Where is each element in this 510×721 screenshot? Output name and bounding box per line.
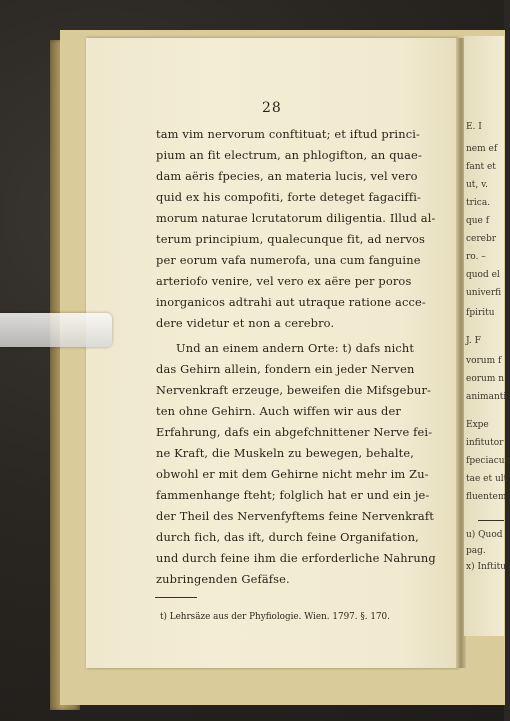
text-line: morum naturae lcrutatorum diligentia. Illud al- xyxy=(156,211,436,225)
next-page-line: fpiritu xyxy=(466,308,495,318)
next-page-line: cerebr xyxy=(466,234,497,244)
next-page-line: nem ef xyxy=(466,144,498,154)
text-line: ten ohne Gehirn. Auch wiffen wir aus der xyxy=(156,404,401,418)
text-line: und durch feine ihm die erforderliche Nahrung xyxy=(156,551,436,565)
text-line: der Theil des Nervenfyftems feine Nervenkraft xyxy=(156,509,434,523)
next-page-line: u) Quod xyxy=(466,530,503,540)
text-line: Und an einem andern Orte: t) dafs nicht xyxy=(176,341,415,355)
next-page-line: tae et ult xyxy=(466,474,508,484)
text-line: pium an fit electrum, an phlogifton, an quae- xyxy=(156,148,422,162)
text-line: Erfahrung, dafs ein abgefchnittener Nerve fei- xyxy=(156,425,433,439)
text-line: arteriofo venire, vel vero ex aëre per poros xyxy=(156,274,412,288)
text-line: Nervenkraft erzeuge, beweifen die Mifsgebur- xyxy=(156,383,432,397)
text-line: dam aëris fpecies, an materia lucis, vel vero xyxy=(156,169,418,183)
next-page-line: ut, v. xyxy=(466,180,489,190)
next-page-line: eorum n xyxy=(466,374,505,384)
footnote-rule xyxy=(155,597,197,598)
text-line: obwohl er mit dem Gehirne nicht mehr im Zu- xyxy=(156,467,429,481)
next-page-line: que f xyxy=(466,216,490,226)
text-line: fammenhange fteht; folglich hat er und ein je- xyxy=(156,488,430,502)
next-page-line: trica. xyxy=(466,198,491,208)
text-line: zubringenden Gefäfse. xyxy=(156,572,290,586)
text-line: inorganicos adtrahi aut utraque ratione acce- xyxy=(156,295,426,309)
text-line: terum principium, qualecunque fit, ad nervos xyxy=(156,232,426,246)
text-line: dere videtur et non a cerebro. xyxy=(156,316,335,330)
next-page-line: quod el xyxy=(466,270,500,280)
text-line: das Gehirn allein, fondern ein jeder Nerven xyxy=(156,362,415,376)
next-page-line: x) Inftitu xyxy=(466,562,507,572)
next-page-line: pag. xyxy=(466,546,486,556)
next-page-line: ro. – xyxy=(466,252,486,262)
next-page-line: infitutor xyxy=(466,438,504,448)
next-page-line: Expe xyxy=(466,420,489,430)
next-page-line: J. F xyxy=(466,336,481,346)
next-page-line: E. I xyxy=(466,122,482,132)
next-page-line: fluentem xyxy=(466,492,507,502)
text-line: quid ex his compofiti, forte deteget fagaciffi- xyxy=(156,190,422,204)
footnote: t) Lehrsäze aus der Phyfiologie. Wien. 1797. §. 170. xyxy=(160,612,390,622)
bookmark-tab xyxy=(0,313,112,347)
text-line: ne Kraft, die Muskeln zu bewegen, behalte, xyxy=(156,446,414,460)
next-page-line: fant et xyxy=(466,162,496,172)
text-line: durch fich, das ift, durch feine Organifation, xyxy=(156,530,419,544)
next-page-line: fpeciacun xyxy=(466,456,510,466)
text-line: per eorum vafa numerofa, una cum fanguine xyxy=(156,253,421,267)
page-number: 28 xyxy=(262,100,282,116)
next-page-line: univerfi xyxy=(466,288,502,298)
next-page-line: vorum f xyxy=(466,356,502,366)
next-page-line: animanti xyxy=(466,392,507,402)
text-line: tam vim nervorum conftituat; et iftud princi- xyxy=(156,127,421,141)
